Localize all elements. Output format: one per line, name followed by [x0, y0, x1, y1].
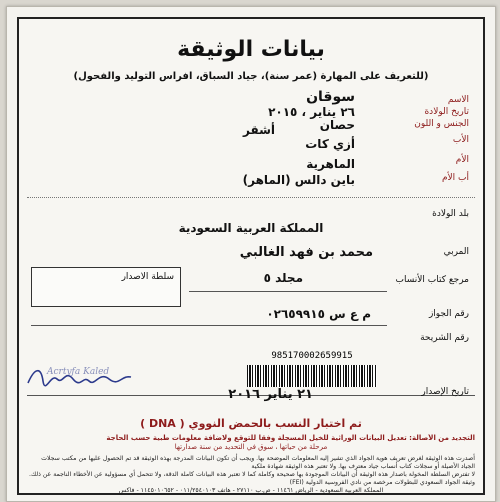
- sire-value: أزي كات: [305, 137, 355, 151]
- birthplace-label: بلد الولادة: [432, 209, 469, 219]
- chip-barcode: [247, 365, 377, 387]
- birth-label: تاريخ الولادة: [424, 107, 469, 117]
- chip-number: 985170002659915: [271, 351, 353, 361]
- sire-label: الأب: [452, 135, 469, 145]
- signature: [25, 363, 135, 389]
- document-frame: [17, 17, 485, 495]
- dam-sire-label: أب الأم: [441, 173, 469, 183]
- sex-color-label: الجنس و اللون: [414, 119, 469, 129]
- breeder-label: المربي: [443, 247, 469, 257]
- authenticity-line-1: التجديد من الأصالة: تعديل البيانات الوراثية للخيل المسجلة وفقا للتوقع ولاضافة معلومات طبية حسب الحاجة: [106, 434, 475, 442]
- birth-value: ٢٦ يناير ، ٢٠١٥: [268, 105, 355, 119]
- issue-date-value: ٢١ يناير ٢٠١٦: [228, 387, 313, 402]
- sex-value: حصان: [319, 118, 355, 132]
- chip-label: رقم الشريحة: [420, 333, 469, 343]
- studbook-ref-label: مرجع كتاب الأنساب: [395, 275, 469, 285]
- document-page: [6, 6, 496, 502]
- issuing-authority-label: سلطة الاصدار: [121, 272, 174, 282]
- document-title: بيانات الوثيقة: [177, 37, 325, 62]
- color-value: أشقر: [242, 123, 275, 137]
- document-subtitle: (للتعريف على المهارة (عمر سنة)، جياد السباق، افراس التوليد والفحول): [73, 71, 429, 82]
- footer-paragraph-1: أصدرت هذه الوثيقة لغرض تعريف هوية الجواد الذي تشير إليه المعلومات الموضحة بها. ويجب أن تكون البيانات المدرجة بهذه الوثيقة قد تم الحصول عليها من مكتب سجلات الجياد الأصيلة أو سجلات كتاب أنساب جياد معترف بها. ولا تعتبر هذه الوثيقة شهادة ملكية: [41, 455, 475, 470]
- signature-text: Acrtyfa Kaled: [47, 367, 110, 377]
- footer-contact: المملكة العربية السعودية - الرياض ١١٤٦١ - ص.ب ٢٧١١٠ - هاتف ٠١١/٢٥٤٠١٠٣ - ١١٤٥٠١٠٦٥٢ - فاكس: [118, 487, 384, 494]
- country-value: المملكة العربية السعودية: [178, 221, 324, 235]
- passport-value: م ع س ٠٢٦٥٩٩١٥: [266, 307, 371, 321]
- passport-label: رقم الجواز: [428, 309, 469, 319]
- passport-underline: [31, 325, 387, 326]
- name-value: سوقان: [306, 89, 355, 105]
- footer-paragraph-2: لا تفترض السلطة المخولة باصدار هذه الوثيقة أن البيانات الموجودة بها صحيحة وكاملة كما لا تعتبر هذه البيانات كاملة الدقة، ولا تتحمل أي مسؤولية عن الأخطاء الناجمة عن ذلك.: [29, 471, 475, 478]
- dam-sire-value: باين دالس (الماهر): [242, 173, 355, 187]
- footer-paragraph-3: وثيقة الجواد السعودي للبطولات مرخصة من نادي الفروسية الدولية (FEI): [289, 479, 475, 486]
- dotted-separator: [27, 197, 475, 198]
- name-label: الاسم: [447, 95, 469, 105]
- authenticity-line-2: مرحلة من حياتها ، سوق في التحديد من سنة صدارتها: [174, 443, 328, 451]
- issue-date-label: تاريخ الإصدار: [421, 387, 469, 397]
- studbook-underline: [189, 291, 387, 292]
- issuing-authority-box: [31, 267, 181, 307]
- dam-value: الماهرية: [306, 157, 355, 171]
- breeder-value: محمد بن فهد الغالبي: [239, 245, 373, 260]
- dam-label: الأم: [455, 155, 469, 165]
- studbook-volume: مجلد ٥: [263, 271, 303, 285]
- dna-note: تم اختبار النسب بالحمض النووي ( DNA ): [140, 417, 362, 430]
